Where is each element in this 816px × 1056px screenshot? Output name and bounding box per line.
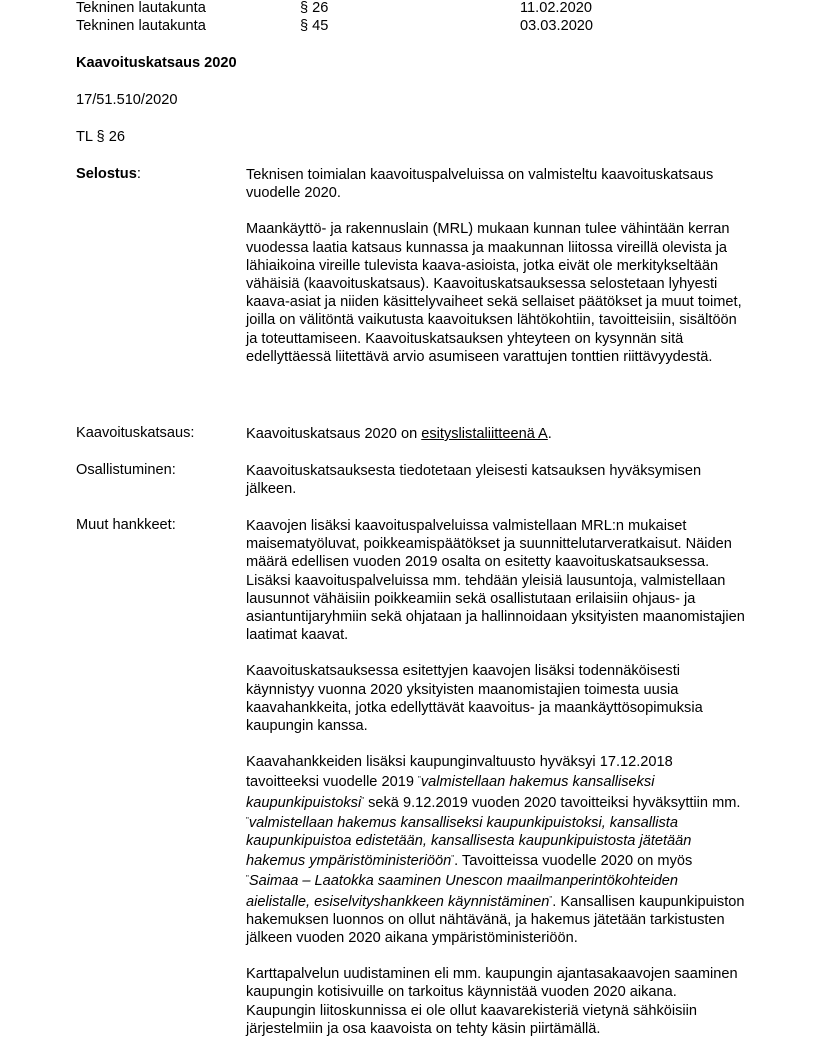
paragraph: Kaavoituskatsauksesta tiedotetaan yleisesti katsauksen hyväksymisen jälkeen. — [246, 463, 702, 498]
meeting-section: § 45 — [300, 18, 329, 34]
paragraph: Teknisen toimialan kaavoituspalveluissa on valmisteltu kaavoituskatsaus vuodelle 2020. — [246, 167, 714, 202]
quote-mark: " — [361, 795, 365, 805]
paragraph: Kaavojen lisäksi kaavoituspalveluissa valmistellaan MRL:n mukaiset maisematyöluvat, poikkeamispäätökset ja suunnittelutarveratkaisut. Näiden määrä edellisen vuoden 2019 osalta on esitetty kaavoituskatsauksessa. Lisäksi kaavoituspalveluissa mm. tehdään yleisiä lausuntoja, valmistellaan lausunnot vähäisiin poikkeamiin sekä osallistutaan erilaisiin ohjaus- ja asiantuntijaryhmiin sekä ohjataan ja hallinnoidaan yksityisten maanomistajien laatimat kaavat. — [246, 518, 745, 644]
reference: TL § 26 — [76, 129, 125, 145]
text: Kaavahankkeiden lisäksi kaupunginvaltuusto hyväksyi 17.12.2018 tavoitteeksi vuodelle 2019 — [246, 754, 673, 791]
quoted-text: valmistellaan hakemus kansalliseksi kaupunkipuistoksi, kansallista kaupunkipuistoa edistetään, kansallisesta kaupunkipuistosta jätetään hakemus ympäristöministeriöön — [246, 814, 692, 870]
text: . Kansallisen kaupunkipuiston hakemuksen luonnos on ollut nähtävänä, ja hakemus jätetään tarkistusten jälkeen vuoden 2020 aikana ympäristöministeriöön. — [246, 893, 745, 947]
quoted-text: Saimaa – Laatokka saaminen Unescon maailmanperintökohteiden aielistalle, esiselvityshankkeen käynnistäminen — [246, 873, 678, 910]
meeting-section: § 26 — [300, 0, 329, 16]
paragraph: Maankäyttö- ja rakennuslain (MRL) mukaan kunnan tulee vähintään kerran vuodessa laatia katsaus kunnassa ja maakunnan liitossa vireillä olevista ja lähiaikoina vireille tulevista kaava-asioista, jotka eivät ole merkitykseltään vähäisiä (kaavoituskatsaus). Kaavoituskatsauksessa selostetaan lyhyesti kaava-asiat ja niiden käsittelyvaiheet sekä sellaiset päätökset ja muut toimet, joilla on välitöntä vaikutusta kaavoituksen lähtökohtiin, tavoitteisiin, sisältöön ja toteuttamiseen. Kaavoituskatsauksen yhteyteen on kysynnän sitä edellyttäessä liitettävä arvio asumiseen varattujen tonttien riittävyydestä. — [246, 221, 742, 365]
section-label-selostus — [76, 166, 141, 182]
section-body-selostus — [246, 166, 746, 384]
quote-mark: " — [451, 854, 455, 864]
meeting-body: Tekninen lautakunta — [76, 0, 206, 16]
section-label-text: Selostus — [76, 166, 137, 182]
section-label-colon: : — [136, 166, 141, 182]
text: sekä 9.12.2019 vuoden 2020 tavoitteiksi hyväksyttiin mm. — [364, 794, 741, 811]
quote-mark: " — [549, 894, 553, 904]
section-label-osallistuminen: Osallistuminen: — [76, 462, 176, 478]
page-title: Kaavoituskatsaus 2020 — [76, 55, 237, 71]
meeting-date: 03.03.2020 — [520, 18, 594, 34]
quote-mark: " — [246, 815, 249, 825]
meeting-body: Tekninen lautakunta — [76, 18, 206, 34]
text: Kaavoituskatsaus 2020 on — [246, 426, 422, 442]
section-label-kaavoituskatsaus: Kaavoituskatsaus: — [76, 425, 195, 441]
paragraph: Kaavoituskatsauksessa esitettyjen kaavojen lisäksi todennäköisesti käynnistyy vuonna 2020 yksityisten maanomistajien toimesta uusia kaavahankkeita, jotka edellyttävät kaavoitus- ja maankäyttösopimuksia kaupungin kanssa. — [246, 663, 703, 735]
section-body-kaavoituskatsaus — [246, 425, 746, 461]
text: . — [547, 426, 552, 442]
quoted-text: valmistellaan hakemus kansalliseksi kaupunkipuistoksi — [246, 774, 655, 811]
section-label-muut-hankkeet: Muut hankkeet: — [76, 517, 176, 533]
diary-number: 17/51.510/2020 — [76, 92, 178, 108]
section-body-osallistuminen — [246, 462, 746, 516]
paragraph: Karttapalvelun uudistaminen eli mm. kaupungin ajantasakaavojen saaminen kaupungin kotisivuille on tarkoitus käynnistää vuoden 2020 aikana. Kaupungin liitoskunnissa ei ole ollut kaavarekisteriä vietynä sähköisiin järjestelmiin ja osa kaavoista on tehty käsin piirtämällä. — [246, 966, 738, 1037]
quote-mark: " — [246, 874, 249, 884]
attachment-link[interactable]: esityslistaliitteenä A — [421, 426, 548, 442]
meeting-date: 11.02.2020 — [520, 0, 592, 16]
quote-mark: " — [418, 775, 421, 785]
section-body-muut-hankkeet — [246, 517, 746, 1056]
text: . Tavoitteissa vuodelle 2020 on myös — [454, 853, 693, 870]
paragraph — [246, 753, 746, 947]
